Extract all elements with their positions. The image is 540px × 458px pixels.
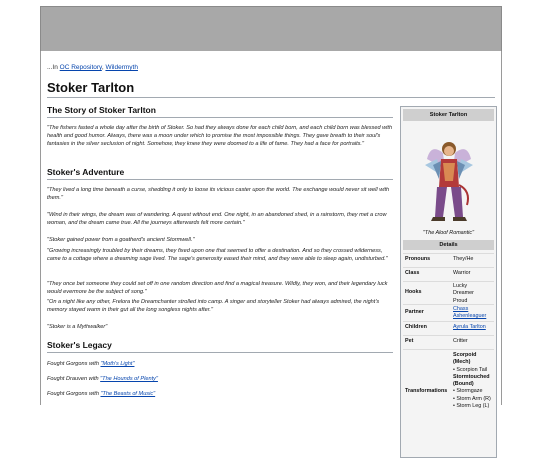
legacy-story-link[interactable]: "The Hounds of Plenty" [100,376,158,382]
legacy-item [47,376,393,384]
legacy-item-prefix: Fought Drauven with [47,376,101,382]
section-legacy [47,340,393,353]
row-value [453,306,492,321]
section-heading-story: The Story of Stoker Tarlton [47,105,393,118]
content-area [40,51,502,410]
breadcrumb-separator: , [101,64,106,71]
story-text: "The fishers fasted a whole day after the birth of Stoker. So had they always done for each child born, and each child born was blessed with health and good humor. Always, there was a moon under which to promise the most impossible things. They gave breath to their soul's fantasies in the silver seclusion of night. Somehow, they knew they were doomed to a life of fame. They had a face for portraits." [47,125,393,147]
section-adventure [47,167,393,180]
transformation-item: • Storm Leg (L) [453,403,490,410]
breadcrumb-link-oc-repository[interactable]: OC Repository [59,64,102,71]
adventure-quote: "Stoker gained power from a goatherd's ancient Stormwell." [47,237,195,243]
transformation-group: Scorpoid (Mech) [453,352,477,366]
infobox-row-transformations [403,349,494,430]
row-value [453,352,492,410]
page-title: Stoker Tarlton [47,80,135,95]
row-value: They/He [453,256,474,262]
legacy-item [47,361,393,369]
row-key: Transformations [405,388,448,394]
breadcrumb-link-wildermyth[interactable]: Wildermyth [105,64,138,71]
section-heading-legacy: Stoker's Legacy [47,340,393,353]
infobox-row-pet [403,335,494,348]
legacy-item-prefix: Fought Gorgons with [47,391,101,397]
hook-item: Lucky [453,283,468,289]
title-divider [47,97,495,98]
partner-link[interactable]: Chass Ashenleaguer [453,306,487,320]
legacy-item-prefix: Fought Gorgons with [47,361,101,367]
infobox [400,106,497,458]
adventure-quote: "They once bet someone they could set off in one random direction and find a magical treasure. Wildly, they won, and their legendary luck would evermore be the subject of song." [47,281,388,295]
character-portrait-icon[interactable] [423,129,475,225]
adventure-quote: "Stoker is a Mythwalker" [47,324,108,330]
row-value: Warrior [453,270,471,276]
row-value [453,324,492,331]
adventure-quote: "Wind in their wings, the dream was of wandering. A quest without end. One night, in an abandoned shed, in a rainstorm, they met a crow woman, and the dream came true. All the journeys afterwards felt more certain." [47,212,387,226]
legacy-story-link[interactable]: "The Beasts of Music" [100,391,156,397]
adventure-quote: "They lived a long time beneath a curse, shedding it only to loose its vicious caster upon the world. The exchange would never sit well with them." [47,187,390,201]
adventure-quote: "Growing increasingly troubled by their dreams, they fixed upon one that seemed to offer a destination. And so they crossed wilderness, came to a cottage where a dreaming sage lived. The sage's generosity eased their mind, and they were able to sleep again, undisturbed." [47,248,388,262]
adventure-quote: "On a night like any other, Frelora the Dreamchanter strolled into camp. A singer and storyteller Stoker had always admired, the night's memory stayed warm in their gut all the long songless nights after." [47,299,380,313]
infobox-row-children [403,321,494,334]
infobox-row-pronouns [403,253,494,266]
transformation-item: • Scorpion Tail [453,366,488,373]
transformation-item: • Storm Arm (R) [453,395,491,402]
children-link[interactable]: Ayrula Tarlton [453,324,486,330]
infobox-details-heading: Details [403,240,494,250]
row-key: Partner [405,309,424,315]
hook-item: Dreamer [453,290,474,297]
section-heading-adventure: Stoker's Adventure [47,167,393,180]
infobox-title: Stoker Tarlton [403,109,494,121]
row-key: Hooks [405,289,422,295]
row-key: Class [405,270,420,276]
site-header [40,6,502,52]
breadcrumb [47,64,138,71]
infobox-row-hooks [403,281,494,304]
hook-item: Proud [453,297,468,304]
infobox-row-class [403,267,494,280]
section-story [47,105,393,118]
legacy-story-link[interactable]: "Moth's Light" [100,361,135,367]
left-gutter [0,0,40,405]
breadcrumb-prefix: ...In [47,64,60,71]
row-value: Critter [453,338,468,344]
transformation-item: • Stormgaze [453,388,483,395]
row-key: Children [405,324,427,330]
infobox-caption: "The Aloof Romantic" [423,230,474,236]
row-value [453,283,492,305]
row-key: Pet [405,338,414,344]
infobox-row-partner [403,304,494,320]
row-key: Pronouns [405,256,431,262]
transformation-group: Stormtouched (Bound) [453,373,490,388]
legacy-item [47,391,393,399]
